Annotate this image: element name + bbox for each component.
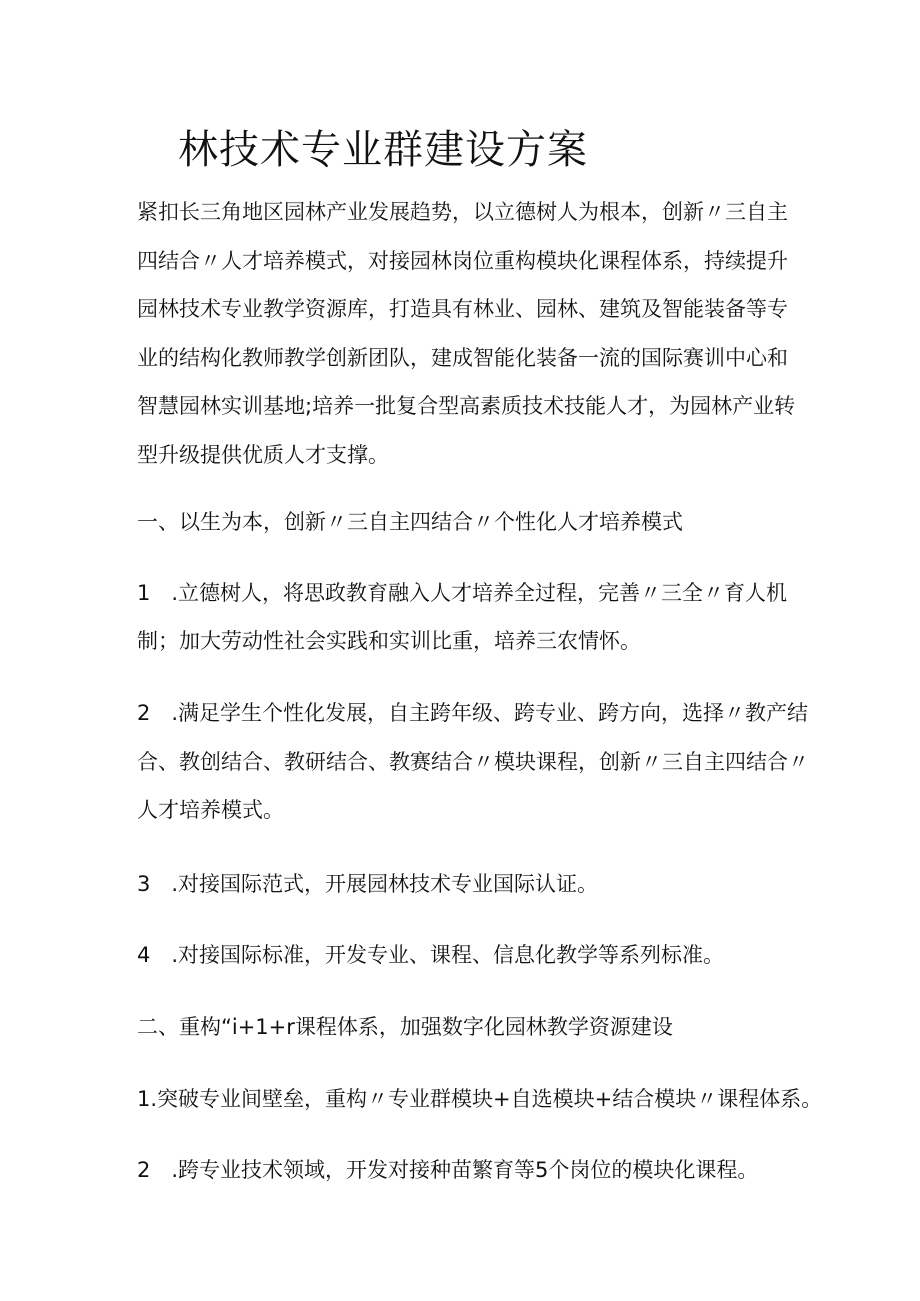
section-1-item-4: 4 .对接国际标准，开发专业、课程、信息化教学等系列标准。	[137, 943, 725, 967]
section-2-item-1: 1.突破专业间壁垒，重构〃专业群模块+自选模块+结合模块〃课程体系。	[137, 1087, 823, 1111]
section-1-item-3: 3 .对接国际范式，开展园林技术专业国际认证。	[137, 872, 599, 896]
intro-paragraph: 紧扣长三角地区园林产业发展趋势，以立德树人为根本，创新〃三自主四结合〃人才培养模式，对接园林岗位重构模块化课程体系，持续提升园林技术专业教学资源库，打造具有林业、园林、建筑及智能装备等专业的结构化教师教学创新团队，建成智能化装备一流的国际赛训中心和智慧园林实训基地;培养一批复合型高素质技术技能人才，为园林产业转型升级提供优质人才支撑。	[137, 200, 796, 467]
section-1-item-1-line-2: 制；加大劳动性社会实践和实训比重，培养三农情怀。	[137, 629, 641, 653]
document-title: 林技术专业群建设方案	[178, 127, 588, 173]
section-1-item-2-line-2: 合、教创结合、教研结合、教赛结合〃模块课程，创新〃三自主四结合〃	[137, 750, 809, 774]
section-1-heading: 一、以生为本，创新〃三自主四结合〃个性化人才培养模式	[137, 510, 683, 534]
section-1-item-2-line-1: 2 .满足学生个性化发展，自主跨年级、跨专业、跨方向，选择〃教产结	[137, 701, 809, 725]
section-1-item-1-line-1: 1 .立德树人，将思政教育融入人才培养全过程，完善〃三全〃育人机	[137, 581, 788, 605]
section-2-item-2: 2 .跨专业技术领域，开发对接种苗繁育等5个岗位的模块化课程。	[137, 1158, 759, 1182]
section-1-item-2-line-3: 人才培养模式。	[137, 798, 284, 822]
section-2-heading: 二、重构“i+1+r课程体系，加强数字化园林教学资源建设	[137, 1015, 673, 1039]
